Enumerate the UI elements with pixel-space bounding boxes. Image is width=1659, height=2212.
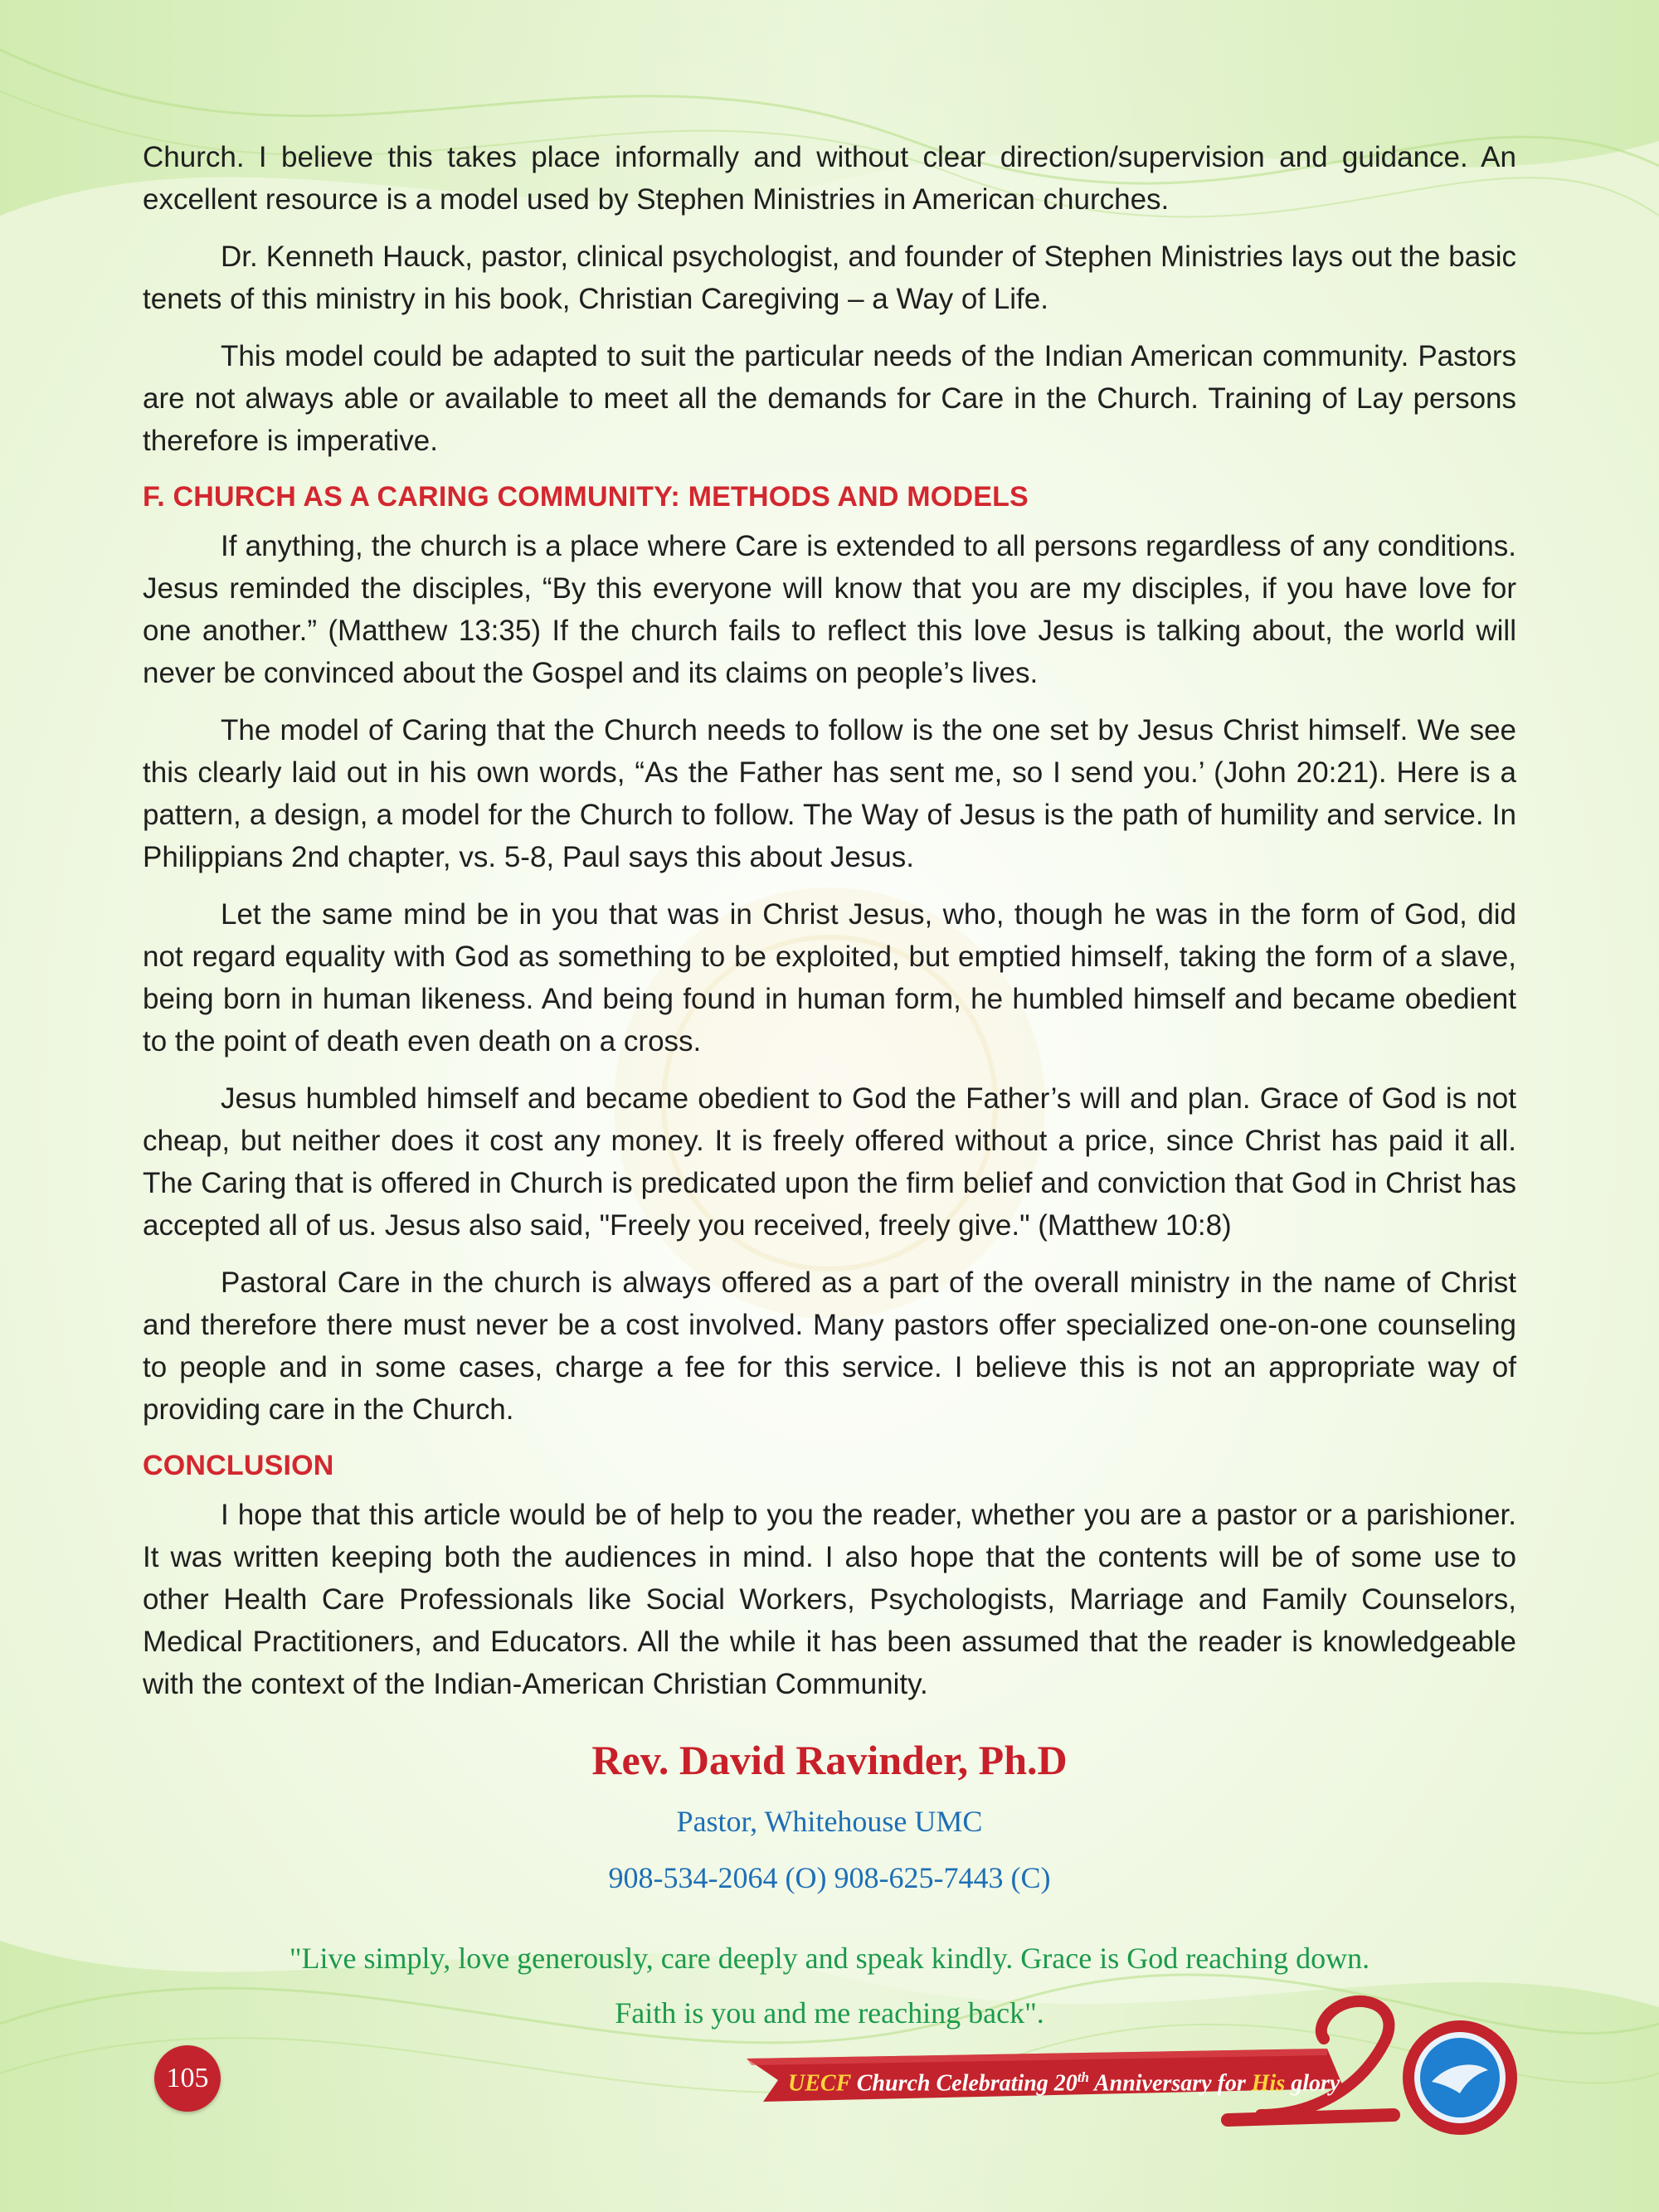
paragraph-f-5: Pastoral Care in the church is always offered as a part of the overall ministry in the name of Christ and therefore there must never be a cost involved. Many pastors offer specialized one-on-one counseling to people and in some cases, charge a fee for this service. I believe this is not an appropriate way of providing care in the Church. xyxy=(143,1266,1516,1426)
paragraph-f-3: Let the same mind be in you that was in Christ Jesus, who, though he was in the form of God, did not regard equality with God as something to be exploited, but emptied himself, taking the form of a slave, being born in human likeness. And being found in human form, he humbled himself and became obedient to the point of death even death on a cross. xyxy=(143,898,1516,1057)
banner-middle: Church Celebrating 20 xyxy=(850,2070,1078,2097)
author-phones: 908-534-2064 (O) 908-625-7443 (C) xyxy=(608,1861,1051,1894)
paragraph-intro-3: This model could be adapted to suit the particular needs of the Indian American community. Pastors are not always able or available to meet all the demands for Care in the Church. Training of Lay persons therefore is imperative. xyxy=(143,340,1516,457)
anniversary-banner xyxy=(730,1991,1559,2140)
section-heading-f: F. CHURCH AS A CARING COMMUNITY: METHODS AND MODELS xyxy=(143,481,1029,513)
banner-his: His xyxy=(1251,2070,1286,2097)
article-body xyxy=(143,136,1516,1720)
paragraph-f-1: If anything, the church is a place where Care is extended to all persons regardless of any conditions. Jesus reminded the disciples, “By this everyone will know that you are my disciples, if you have love for one another.” (Matthew 13:35) If the church fails to reflect this love Jesus is talking about, the world will never be convinced about the Gospel and its claims on people’s lives. xyxy=(143,530,1516,689)
paragraph-f-2: The model of Caring that the Church needs to follow is the one set by Jesus Christ himself. We see this clearly laid out in his own words, “As the Father has sent me, so I send you.’ (John 20:21). Here is a pattern, a design, a model for the Church to follow. The Way of Jesus is the path of humility and service. In Philippians 2nd chapter, vs. 5-8, Paul says this about Jesus. xyxy=(143,714,1516,873)
section-heading-conclusion: CONCLUSION xyxy=(143,1450,334,1481)
quote-line-2: Faith is you and me reaching back". xyxy=(615,1996,1044,2030)
banner-anniversary: Anniversary for xyxy=(1089,2070,1252,2097)
paragraph-conclusion: I hope that this article would be of help to you the reader, whether you are a pastor or a parishioner. It was written keeping both the audiences in mind. I also hope that the contents will be of some use to other Health Care Professionals like Social Workers, Psychologists, Marriage and Family Counselors, Medical Practitioners, and Educators. All the while it has been assumed that the reader is knowledgeable with the context of the Indian-American Christian Community. xyxy=(143,1499,1516,1700)
banner-superscript: th xyxy=(1077,2069,1089,2085)
author-name: Rev. David Ravinder, Ph.D xyxy=(591,1737,1068,1783)
paragraph-intro-2: Dr. Kenneth Hauck, pastor, clinical psychologist, and founder of Stephen Ministries lays out the basic tenets of this ministry in his book, Christian Caregiving – a Way of Life. xyxy=(143,241,1516,315)
page-number: 105 xyxy=(154,2045,221,2112)
banner-text xyxy=(788,2057,1340,2098)
banner-uecf: UECF xyxy=(788,2070,851,2097)
banner-glory: glory xyxy=(1285,2070,1340,2097)
author-role: Pastor, Whitehouse UMC xyxy=(676,1805,983,1838)
paragraph-f-4: Jesus humbled himself and became obedient to God the Father’s will and plan. Grace of God is not cheap, but neither does it cost any money. It is freely offered without a price, since Christ has paid it all. The Caring that is offered in Church is predicated upon the firm belief and conviction that God in Christ has accepted all of us. Jesus also said, "Freely you received, freely give." (Matthew 10:8) xyxy=(143,1082,1516,1242)
paragraph-intro-1: Church. I believe this takes place informally and without clear direction/supervision and guidance. An excellent resource is a model used by Stephen Ministries in American churches. xyxy=(143,141,1516,216)
quote-line-1: "Live simply, love generously, care deeply and speak kindly. Grace is God reaching down. xyxy=(289,1942,1370,1975)
